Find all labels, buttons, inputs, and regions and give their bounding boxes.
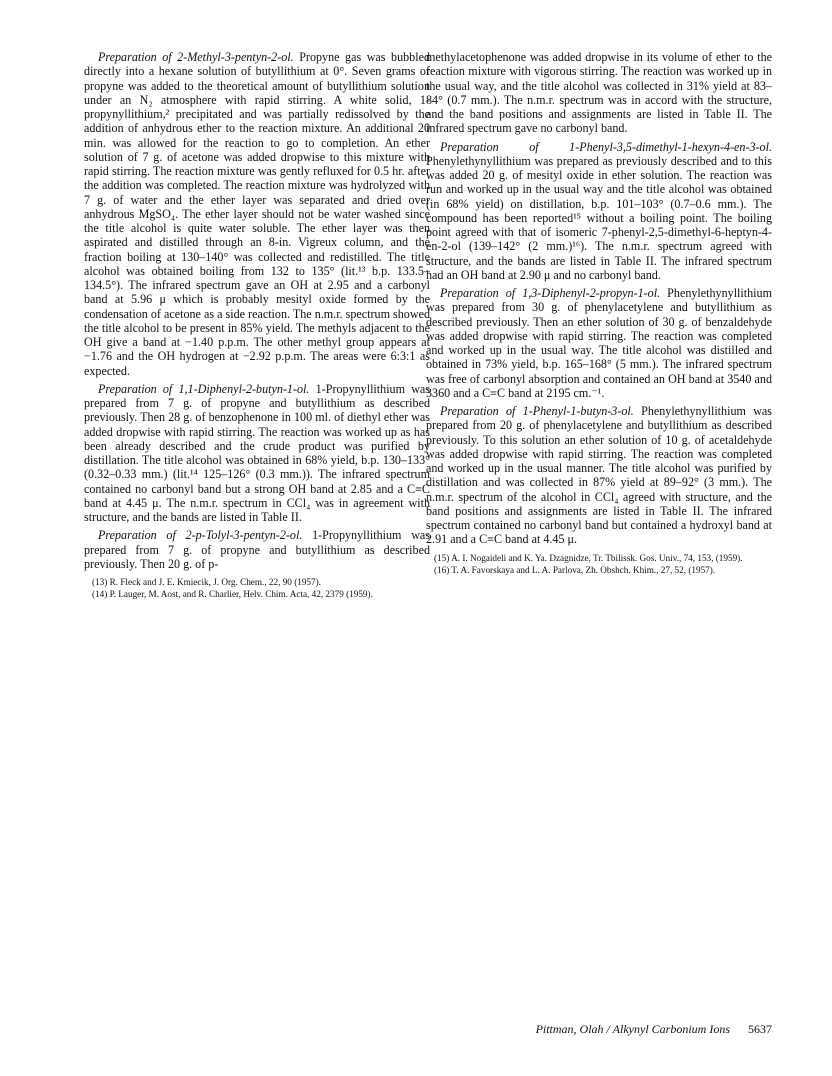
right-column: [426, 50, 772, 577]
section-heading: Preparation of 1-Phenyl-3,5-dimethyl-1-hexyn-4-en-3-ol.: [440, 139, 772, 154]
paragraph-text: methylacetophenone was added dropwise in its volume of ether to the reaction mixture with vigorous stirring. The reaction was worked up in the usual way, and the title alcohol was collected in 31% yield at 83–84° (0.7 mm.). The n.m.r. spectrum was in accord with the structure, and the band positions and assignments are listed in Table II. The infrared spectrum gave no carbonyl band.: [426, 50, 772, 136]
running-title: Pittman, Olah / Alkynyl Carbonium Ions: [535, 1022, 730, 1036]
section-heading: Preparation of 2-Methyl-3-pentyn-2-ol.: [98, 50, 294, 64]
paragraph-text: Phenylethynyllithium was prepared from 20 g. of phenylacetylene and butyllithium as described previously. To this solution an ether solution of 10 g. of acetaldehyde was added dropwise with rapid stirring. The reaction was completed and worked up in the usual manner. The title alcohol was purified by distillation and was collected in 87% yield at 89–92° (3 mm.). The n.m.r. spectrum of the alcohol in CCl₄ agreed with structure, and the band positions and assignments are listed in Table II. The infrared spectrum contained no carbonyl band but contained a hydroxyl band at 2.91 and a C≡C band at 4.45 μ.: [426, 404, 773, 547]
paragraph: [84, 50, 430, 378]
footnotes: [84, 577, 430, 600]
paragraph-text: Phenylethynyllithium was prepared as previously described and to this was added 20 g. of mesityl oxide in ether solution. The reaction was run and worked up in the usual way and the title alcohol was obtained (in 68% yield) on distillation, b.p. 101–103° (0.7–0.6 mm.). The compound has been reported¹⁵ without a boiling point. The boiling point agreed with that of isomeric 7-phenyl-2,5-dimethyl-6-heptyn-4-en-2-ol (139–142° (2 mm.)¹⁶). The n.m.r. spectrum agreed with structure, and the bands are listed in Table II. The infrared spectrum had an OH band at 2.90 μ and no carbonyl band.: [426, 153, 772, 282]
section-heading: Preparation of 1-Phenyl-1-butyn-3-ol.: [440, 404, 634, 418]
paragraph: [426, 50, 772, 136]
footnote: (16) T. A. Favorskaya and L. A. Parlova, Zh. Obshch. Khim., 27, 52, (1957).: [434, 564, 716, 575]
footnote: (13) R. Fleck and J. E. Kmiecik, J. Org. Chem., 22, 90 (1957).: [92, 577, 321, 587]
paragraph-text: 1-Propynyllithium was prepared from 7 g. of propyne and butyllithium as described previously. Then 28 g. of benzophenone in 100 ml. of diethyl ether was added dropwise with rapid stirring. The reaction was worked up as has been already described and the crude product was purified by distillation. The title alcohol was obtained in 68% yield, b.p. 130–133° (0.32–0.33 mm.) (lit.¹⁴ 125–126° (0.3 mm.)). The infrared spectrum contained no carbonyl band but a strong OH band at 2.85 and a C≡C band at 4.45 μ. The n.m.r. spectrum in CCl₄ was in agreement with structure, and the bands are listed in Table II.: [84, 381, 431, 524]
section-heading: Preparation of 2-p-Tolyl-3-pentyn-2-ol.: [98, 528, 303, 543]
paragraph: [426, 140, 772, 283]
page-number: 5637: [748, 1022, 772, 1036]
paragraph-text: 1-Propynyllithium was prepared from 7 g. of propyne and butyllithium as described previously. Then 20 g. of p-: [84, 528, 430, 571]
section-heading: Preparation of 1,3-Diphenyl-2-propyn-1-ol.: [440, 286, 661, 300]
paragraph: [84, 528, 430, 571]
left-column: [84, 50, 430, 601]
paragraph-text: Phenylethynyllithium was prepared from 30 g. of phenylacetylene and butyllithium as described previously. Then an ether solution of 30 g. of benzaldehyde was added dropwise with rapid stirring. The reaction was completed and worked up in the usual way. The title alcohol was distilled and obtained in 73% yield, b.p. 165–168° (5 mm.). The infrared spectrum was free of carbonyl absorption and contained an OH band at 3540 and 3360 and a C≡C band at 2195 cm.⁻¹.: [426, 286, 772, 400]
section-heading: Preparation of 1,1-Diphenyl-2-butyn-1-ol.: [98, 381, 310, 396]
paragraph: [426, 286, 772, 400]
footnote: (14) P. Lauger, M. Aost, and R. Charlier, Helv. Chim. Acta, 42, 2379 (1959).: [92, 589, 373, 599]
paragraph-text: Propyne gas was bubbled directly into a hexane solution of butyllithium at 0°. Seven grams of propyne was added to the theoretical amount of butyllithium solution under an N₂ atmosphere with rapid stirring. A white solid, 1-propynyllithium,² precipitated and was partially redissolved by the addition of anhydrous ether to the reaction mixture. An additional 20 min. was allowed for the reaction to go to completion. An ether solution of 7 g. of acetone was added dropwise to this mixture with rapid stirring. The reaction mixture was gently refluxed for 0.5 hr. after the addition was completed. The reaction mixture was hydrolyzed with 7 g. of water and the ether layer was separated and dried over anhydrous MgSO₄. The ether layer should not be water washed since the title alcohol is quite water soluble. The ether layer was then aspirated and distilled through an 8-in. Vigreux column, and the fraction boiling at 130–140° was collected and redistilled. The title alcohol was obtained boiling from 132 to 135° (lit.¹³ b.p. 133.5–134.5°). The infrared spectrum gave an OH at 2.95 and a carbonyl band at 5.96 μ which is probably mesityl oxide formed by the condensation of acetone as a side reaction. The n.m.r. spectrum showed the title alcohol to be present in 85% yield. The methyls adjacent to the OH give a band at −1.40 p.p.m. The other methyl group appears at −1.76 and the OH hydrogen at −2.92 p.p.m. The areas were 6:3:1 as expected.: [84, 50, 430, 378]
paragraph: [426, 404, 772, 547]
paragraph: [84, 382, 430, 525]
page-footer: [426, 1022, 772, 1037]
footnotes: [426, 553, 772, 576]
footnote: (15) A. I. Nogaideli and K. Ya. Dzagnidze, Tr. Tbilissk. Gos. Univ., 74, 153, (1959).: [434, 552, 743, 563]
